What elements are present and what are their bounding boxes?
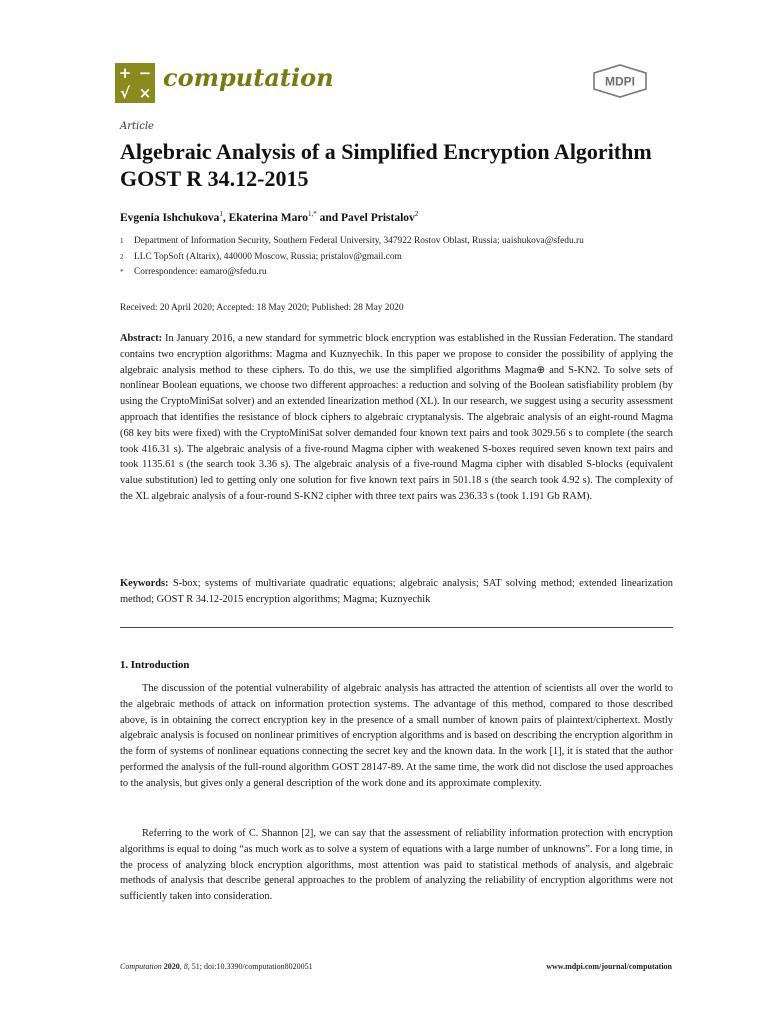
footer-doi: , 51; doi:10.3390/computation8020051 (187, 962, 313, 971)
paper-title: Algebraic Analysis of a Simplified Encryption Algorithm GOST R 34.12-2015 (120, 139, 652, 191)
plus-glyph: + (118, 63, 132, 82)
footer-volume: 8 (183, 962, 188, 971)
affiliation-item (120, 265, 680, 281)
abstract (120, 331, 673, 505)
footer-citation: Computation 2020, 8, 51; doi:10.3390/computation8020051 (120, 962, 313, 971)
affiliation-item (120, 234, 680, 250)
keywords-label: Keywords: (120, 578, 169, 589)
author-affil-mark: 2 (414, 210, 419, 218)
author-list (120, 210, 418, 224)
affiliation-text: LLC TopSoft (Altarix), 440000 Moscow, Russia; pristalov@gmail.com (134, 251, 402, 262)
abstract-label: Abstract: (120, 333, 163, 344)
journal-name: computation (163, 63, 334, 92)
article-type: Article (120, 121, 154, 132)
affiliation-text: Department of Information Security, Southern Federal University, 347922 Rostov Oblast, Russia; uaishukova@sfedu.ru (134, 236, 584, 246)
minus-glyph: − (138, 63, 152, 82)
keywords (120, 576, 673, 608)
author-separator: , (222, 211, 229, 224)
footer-journal: Computation (120, 962, 162, 971)
body-paragraph: The discussion of the potential vulnerability of algebraic analysis has attracted the attention of scientists all over the world to the algebraic methods of attack on information protection systems. The advantage of this method, compared to those described above, is in obtaining the correct encryption key in the presence of a small number of known pairs of plaintext/ciphertext. Mostly algebraic analysis is focused on nonlinear primitives of encryption algorithms and is based on describing the encryption algorithm in the form of systems of nonlinear equations connecting the secret key and the known data. In the work [1], it is stated that the author performed the analysis of the full-round algorithm GOST 28147-89. At the same time, the work did not disclose the used approaches to the analysis, but gives only a general description of the work done and its approximate complexity. (120, 683, 673, 789)
section-divider (120, 627, 673, 628)
affiliation-text: Correspondence: eamaro@sfedu.ru (134, 267, 267, 278)
journal-logo-icon (115, 63, 155, 103)
mdpi-logo-icon (592, 64, 648, 98)
affiliation-mark: 1 (120, 237, 124, 245)
abstract-text: In January 2016, a new standard for symmetric block encryption was established in the Russian Federation. The standard contains two encryption algorithms: Magma and Kuznyechik. In this paper we propose to consider the possibility of applying the algebraic analysis method to these ciphers. To do this, we use the simplified algorithms Magma⊕ and S-KN2. To solve sets of nonlinear Boolean equations, we choose two different approaches: a reduction and solving of the Boolean satisfiability problem (by using the CryptoMiniSat solver) and an extended linearization method (XL). In our research, we suggest using a security assessment approach that identifies the resistance of block ciphers to algebraic cryptanalysis. The algebraic analysis of an eight-round Magma (68 key bits were fixed) with the CryptoMiniSat solver demanded four known text pairs and took 3029.56 s to complete (the search took 416.31 s). The algebraic analysis of a five-round Magma cipher with weakened S-boxes required seven known text pairs and took 1135.61 s (the search took 3.36 s). The algebraic analysis of a five-round Magma cipher with disabled S-blocks (equivalent value substitution) led to getting only one solution for five known text pairs in 501.18 s (the search took 4.92 s). The complexity of the XL algebraic analysis of a four-round S-KN2 cipher with three text pairs was 236.33 s (took 1.191 Gb RAM). (120, 333, 673, 502)
times-glyph: × (138, 83, 152, 102)
affiliation-mark: 2 (120, 252, 124, 261)
affiliation-item (120, 250, 680, 266)
section-heading: 1. Introduction (120, 659, 190, 671)
author-separator: and (316, 211, 342, 224)
footer-url[interactable]: www.mdpi.com/journal/computation (546, 962, 672, 971)
author-name: Ekaterina Maro (228, 211, 308, 224)
author-name: Evgenia Ishchukova (120, 211, 220, 224)
keywords-text: S-box; systems of multivariate quadratic equations; algebraic analysis; SAT solving method; extended linearization method; GOST R 34.12-2015 encryption algorithms; Magma; Kuznyechik (120, 578, 673, 605)
publication-dates: Received: 20 April 2020; Accepted: 18 May 2020; Published: 28 May 2020 (120, 303, 404, 313)
affiliation-list (120, 234, 680, 281)
affiliation-mark: * (120, 268, 124, 277)
footer-year: 2020 (163, 962, 180, 971)
body-paragraph: Referring to the work of C. Shannon [2], we can say that the assessment of reliability information protection with encryption algorithms is equal to doing “as much work as to solve a system of equations with a large number of unknowns”. For a long time, in the process of analyzing block encryption algorithms, most attention was paid to statistical methods of analysis, and algebraic methods of analysis that describe general approaches to the problem of analyzing the reliability of encryption algorithms were not sufficiently taken into consideration. (120, 828, 673, 903)
author-affil-mark: 1,* (307, 210, 317, 218)
sqrt-glyph: √ (119, 83, 130, 102)
mdpi-logo-text: MDPI (605, 74, 635, 89)
author-affil-mark: 1 (219, 210, 223, 218)
author-name: Pavel Pristalov (341, 211, 415, 224)
